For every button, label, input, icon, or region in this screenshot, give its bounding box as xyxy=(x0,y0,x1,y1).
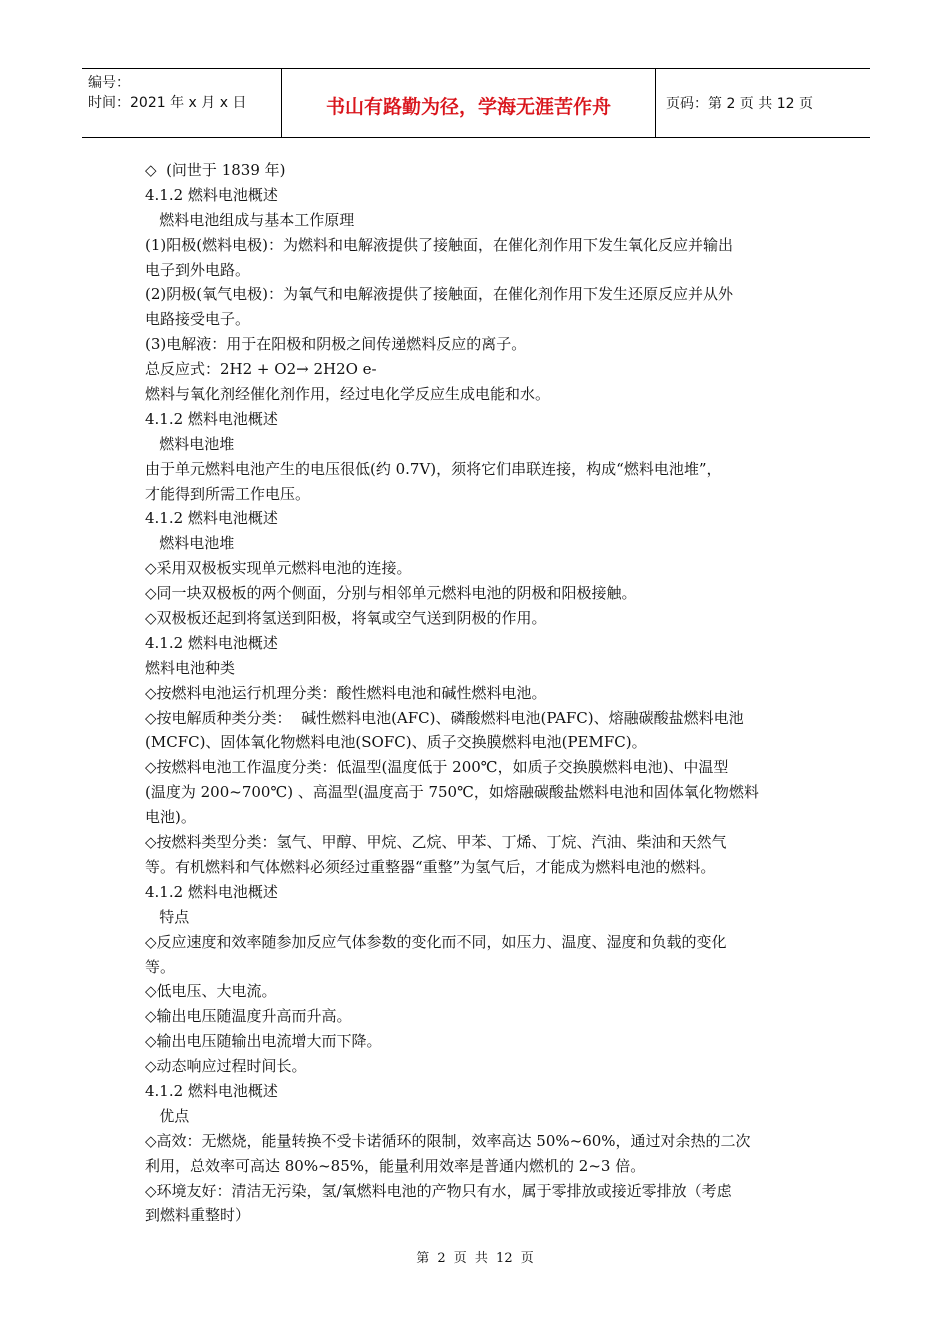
text-line: 电池)。 xyxy=(145,808,196,827)
text-line: 电子到外电路。 xyxy=(145,260,251,279)
header-page-info: 页码：第 2 页 共 12 页 xyxy=(666,96,813,112)
text-line: 燃料电池堆 xyxy=(145,534,235,553)
text-line: (2)阴极(氧气电极)：为氧气和电解液提供了接触面，在催化剂作用下发生还原反应并从外 xyxy=(145,285,733,304)
text-line: (MCFC)、固体氧化物燃料电池(SOFC)、质子交换膜燃料电池(PEMFC)。 xyxy=(145,733,647,752)
text-line: ◇按燃料类型分类：氢气、甲醇、甲烷、乙烷、甲苯、丁烯、丁烷、汽油、柴油和天然气 xyxy=(145,833,727,852)
header-meta xyxy=(82,69,282,137)
text-line: 总反应式：2H2 + O2→ 2H2O e- xyxy=(145,360,377,379)
text-line: ◇采用双极板实现单元燃料电池的连接。 xyxy=(145,559,412,578)
text-line: 燃料电池种类 xyxy=(145,658,236,677)
text-line: ◇低电压、大电流。 xyxy=(145,982,277,1001)
text-line: ◇按燃料电池运行机理分类：酸性燃料电池和碱性燃料电池。 xyxy=(145,683,547,702)
text-line: (3)电解液：用于在阳极和阴极之间传递燃料反应的离子。 xyxy=(145,335,527,354)
document-body xyxy=(145,158,813,1228)
text-line: 4.1.2 燃料电池概述 xyxy=(145,185,278,204)
text-line: ◇环境友好：清洁无污染，氢/氧燃料电池的产物只有水，属于零排放或接近零排放（考虑 xyxy=(145,1181,732,1200)
header-motto: 书山有路勤为径，学海无涯苦作舟 xyxy=(282,69,656,137)
text-line: 由于单元燃料电池产生的电压很低(约 0.7V)，须将它们串联连接，构成“燃料电池堆”， xyxy=(145,459,722,478)
text-line: ◇按电解质种类分类： 碱性燃料电池(AFC)、磷酸燃料电池(PAFC)、熔融碳酸盐燃料电池 xyxy=(145,708,744,727)
text-line: (温度为 200~700℃) 、高温型(温度高于 750℃，如熔融碳酸盐燃料电池和固体氧化物燃料 xyxy=(145,783,759,802)
text-line: 等。 xyxy=(145,957,176,976)
document-date: 时间：2021 年 x 月 x 日 xyxy=(88,95,247,111)
text-line: ◇按燃料电池工作温度分类：低温型(温度低于 200℃，如质子交换膜燃料电池)、中温型 xyxy=(145,758,729,777)
text-line: 电路接受电子。 xyxy=(145,310,251,329)
text-line: 燃料电池堆 xyxy=(145,434,235,453)
page-header xyxy=(82,68,870,138)
text-line: 等。有机燃料和气体燃料必须经过重整器“重整”为氢气后，才能成为燃料电池的燃料。 xyxy=(145,857,716,876)
text-line: 燃料与氧化剂经催化剂作用，经过电化学反应生成电能和水。 xyxy=(145,385,551,404)
text-line: ◇双极板还起到将氢送到阳极，将氧或空气送到阴极的作用。 xyxy=(145,609,547,628)
text-line: 4.1.2 燃料电池概述 xyxy=(145,509,278,528)
text-line: ◇反应速度和效率随参加反应气体参数的变化而不同，如压力、温度、湿度和负载的变化 xyxy=(145,932,727,951)
document-number-label: 编号： xyxy=(88,75,130,91)
text-line: ◇输出电压随输出电流增大而下降。 xyxy=(145,1032,382,1051)
text-line: 4.1.2 燃料电池概述 xyxy=(145,409,278,428)
text-line: 4.1.2 燃料电池概述 xyxy=(145,633,278,652)
text-line: 特点 xyxy=(145,907,190,926)
text-line: 优点 xyxy=(145,1106,190,1125)
text-line: ◇高效：无燃烧，能量转换不受卡诺循环的限制，效率高达 50%~60%，通过对余热的二次 xyxy=(145,1131,751,1150)
text-line: 才能得到所需工作电压。 xyxy=(145,484,311,503)
page-footer: 第 2 页 共 12 页 xyxy=(416,1251,534,1266)
text-line: 利用，总效率可高达 80%~85%，能量利用效率是普通内燃机的 2~3 倍。 xyxy=(145,1156,646,1175)
text-line: ◇输出电压随温度升高而升高。 xyxy=(145,1007,352,1026)
text-line: 4.1.2 燃料电池概述 xyxy=(145,882,278,901)
text-line: ◇ (问世于 1839 年) xyxy=(145,161,286,179)
text-line: 到燃料重整时） xyxy=(145,1206,251,1225)
text-line: 4.1.2 燃料电池概述 xyxy=(145,1081,278,1100)
text-line: (1)阳极(燃料电极)：为燃料和电解液提供了接触面，在催化剂作用下发生氧化反应并输出 xyxy=(145,235,733,254)
text-line: ◇同一块双极板的两个侧面，分别与相邻单元燃料电池的阴极和阳极接触。 xyxy=(145,584,637,603)
text-line: ◇动态响应过程时间长。 xyxy=(145,1057,307,1076)
text-line: 燃料电池组成与基本工作原理 xyxy=(145,210,355,229)
